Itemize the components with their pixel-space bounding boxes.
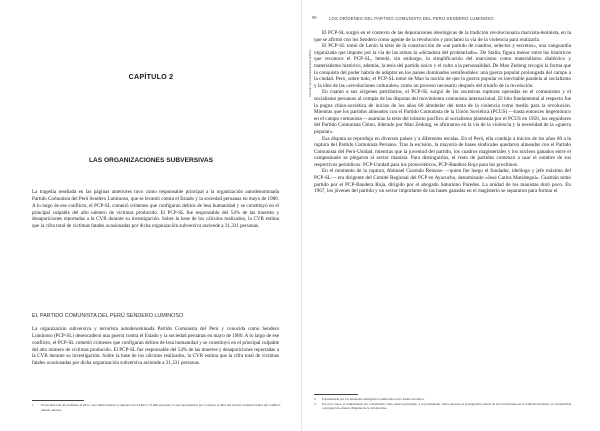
footnote-rule — [32, 400, 84, 401]
footnote — [314, 402, 572, 411]
footnote-text: En otros casos, el campesinado era considerado como «fuerza principal» y el proletariado, fuera entonces el protagonista central de las revoluciones en la tradición marxista, se circunscribía a un papel de «fuerza dirigente de la revolución». — [322, 401, 572, 410]
side-note: Periodo tuyo: la historia del conflicto — [308, 49, 312, 97]
footnote-rule — [314, 394, 358, 395]
chapter-label: CAPÍTULO 2 — [128, 72, 174, 81]
body-paragraph: El PCP-SL surgió en el contexto de las depuraciones ideológicas de la tradición revolucionaria marxista-leninista, en la que se afirmó con los Sendero como agente de la revolución y proclamó la vía de la violencia para realizarla. — [314, 30, 571, 43]
footnote-text: Popularizada por los manuales divulgativos publicados en la Unión Soviética. — [322, 397, 425, 401]
body-paragraph: En cuanto a sus orígenes partidarios, el PCP-SL surgió de las sucesivas rupturas operadas en el comunismo y el socialismo peruanos al compás de las disputas del movimiento comunista internacional. El hito fundamental al respecto fue la pugna chino-soviética de inicios de los años 60 alrededor del tema de la violencia como medio para la revolución. Mientras que los partidos alineados con el Partido Comunista de la Unión Soviética (PCUS) —hasta entonces hegemónico en el campo comunista— asumían la tesis del tránsito pacífico al socialismo planteada por el PCUS en 1956, los seguidores del Partido Comunista Chino, liderado por Mao Zedong, se afirmaron en la vía de la violencia y la necesidad de la «guerra popular». — [314, 89, 571, 135]
footnote-number: 2 — [314, 397, 316, 401]
chapter-title: LAS ORGANIZACIONES SUBVERSIVAS — [88, 157, 214, 164]
running-head: LOS ORÍGENES DEL PARTIDO COMUNISTA DEL PERÚ SENDERO LUMINOSO — [329, 16, 494, 21]
footnote-number: 3 — [314, 401, 316, 406]
section-paragraph: La organización subversiva y terrorista autodenominada Partido Comunista del Perú y conocida como Sendero Luminoso (PCP-SL) desencadenó una guerra contra el Estado y la sociedad peruanas en mayo de 1980. A lo largo de ese conflicto, el PCP-SL cometió crímenes que configuran delitos de lesa humanidad y se constituyó en el principal culpable del alto número de víctimas producido. El PCP-SL fue responsable del 54% de las muertes y desapariciones reportadas a la CVR durante su investigación. Sobre la base de los cálculos realizados, la CVR estima que la cifra total de víctimas fatales ocasionadas por dicha organización subversiva asciende a 31,331 personas. — [32, 326, 279, 367]
footnote-number: 1 — [32, 403, 34, 407]
footnotes — [314, 397, 572, 411]
footnote — [32, 403, 282, 412]
footnote-text: En un intervalo de confianza al 95%, cuyo límite inferior y superior son 24,823 y 37,840 personas, lo que representaría por lo menos el 46% del total de víctimas fatales del conflicto armado interno. — [41, 403, 281, 412]
section-heading: EL PARTIDO COMUNISTA DEL PERÚ SENDERO LUMINOSO — [32, 313, 184, 319]
right-page — [302, 0, 600, 431]
body-paragraph: El PCP-SL tomó de Lenin la tesis de la construcción de «un partido de cuadros, selectos y secretos», una vanguardia organizada que impone por la vía de las armas la «dictadura del proletariado». De Stalin, figura menor entre los históricos que reconoce el PCP-SL, heredó, sin embargo, la simplificación del marxismo como materialismo dialéctico y materialismo histórico, además, la tesis del partido único y el culto a la personalidad. De Mao Zedong recogió la forma que la conquista del poder habría de adoptar en los países dominados semifeudales: una guerra popular prolongada del campo a la ciudad. Pero, sobre todo, el PCP-SL tomó de Mao la noción de que la guerra popular es inevitable paralela al socialismo y la idea de las «revoluciones culturales» como un proceso necesario después del triunfo de la revolución. — [314, 43, 571, 89]
intro-paragraph: La tragedia reseñada en las páginas anteriores tuvo como responsable principal a la organización autodenominada Partido Comunista del Perú Sendero Luminoso, que se levantó contra el Estado y la sociedad peruanas en mayo de 1980. A lo largo de ese conflicto, el PCP-SL cometió crímenes que configuran delitos de lesa humanidad y se constituyó en el principal culpable del alto número de víctimas producido. El PCP-SL fue responsable del 54% de las muertes y desapariciones reportadas a la CVR durante su investigación. Sobre la base de los cálculos realizados, la CVR estima que la cifra total de víctimas fatales ocasionadas por dicha organización subversiva asciende a 31,331 personas. — [32, 189, 279, 230]
body-paragraph: Esa disputa se reprodujo en diversos países y a diferentes escalas. En el Perú, ella condujo a inicios de los años 60 a la ruptura del Partido Comunista Peruano. Tras la escisión, la mayoría de bases sindicales quedaron alineadas con el Partido Comunista del Perú-Unidad, mientras que la juventud del partido, los cuadros magisteriales y los núcleos ganados entre el campesinado se plegaron al sector maoísta. Para distinguirlos, el resto de partidos comenzó a usar el nombre de sus respectivos periódicos: PCP-Unidad para los prosoviéticos, PCP-Bandera Roja para los prochinos. — [314, 135, 571, 168]
body-paragraph: En el momento de la ruptura, Abimael Guzmán Reinoso —quien fue luego el fundador, ideólogo y jefe máximo del PCP-SL— era dirigente del Comité Regional del PCP en Ayacucho, denominado «José Carlos Mariátegui». Guzmán tomó partido por el PCP-Bandera Roja, dirigido por el abogado Saturnino Paredes. La unidad de los maoístas duró poco. En 1967, los jóvenes del partido y un sector importante de las bases ganadas en el magisterio se separaron para formar el — [314, 168, 571, 195]
page-number: 98 — [312, 15, 317, 20]
body-column — [314, 30, 571, 195]
